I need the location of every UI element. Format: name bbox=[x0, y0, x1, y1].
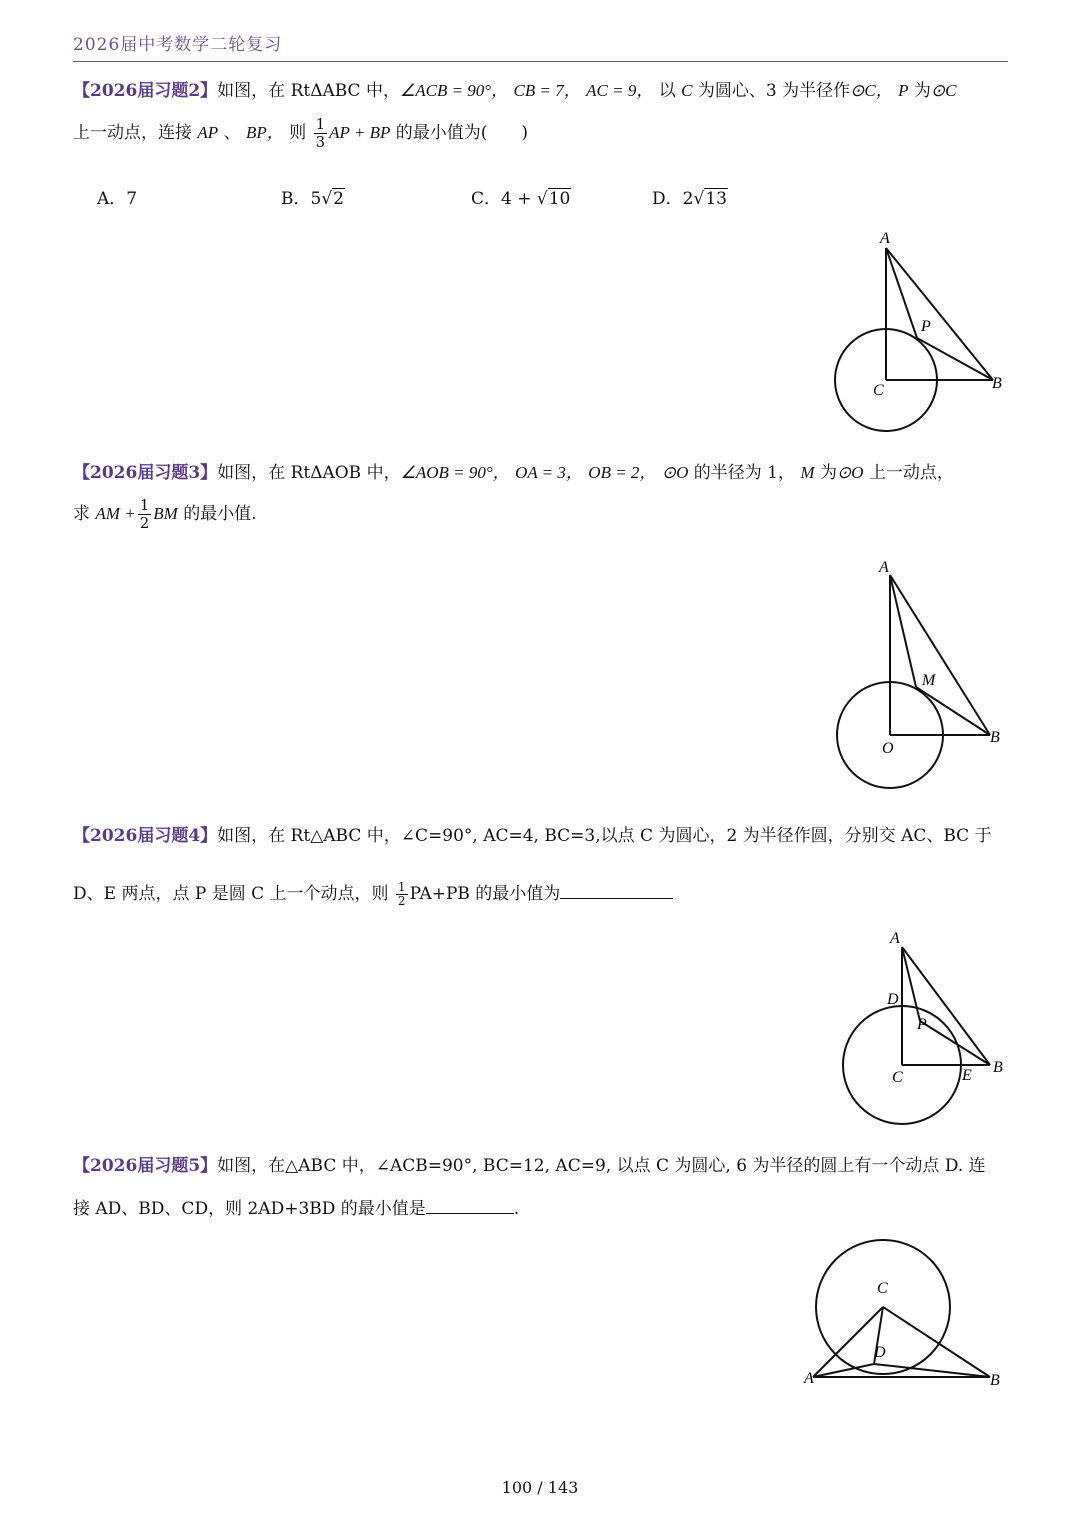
fraction-numerator: 1 bbox=[139, 496, 150, 514]
text: PA+PB 的最小值为 bbox=[409, 884, 561, 904]
condition-ac: AC = 9， bbox=[586, 81, 654, 100]
point-c: C bbox=[681, 81, 693, 100]
segment-bm-shape bbox=[916, 687, 990, 735]
problem-2-tag: 【2026届习题2】 bbox=[73, 81, 218, 101]
label-c: C bbox=[877, 1280, 888, 1297]
segment-ab-shape bbox=[886, 248, 993, 380]
fraction-denominator: 2 bbox=[139, 514, 150, 532]
problem-4-line-1 bbox=[73, 821, 1008, 846]
fraction-one-half bbox=[396, 881, 408, 908]
condition-ob: OB = 2， bbox=[588, 463, 657, 482]
fraction-numerator: 1 bbox=[397, 880, 406, 894]
text: . bbox=[513, 1199, 520, 1219]
text: D、E 两点，点 P 是圆 C 上一个动点，则 bbox=[73, 884, 389, 904]
problem-5-tag: 【2026届习题5】 bbox=[73, 1156, 218, 1176]
problem-3-tag: 【2026届习题3】 bbox=[73, 463, 218, 483]
problem-5-line-2 bbox=[73, 1194, 1008, 1219]
page-header bbox=[73, 30, 1008, 62]
fraction-numerator: 1 bbox=[315, 115, 326, 133]
text: 如图，在△ABC 中，∠ACB=90°, BC=12, AC=9, 以点 C 为圆心, 6 为半径的圆上有一个动点 D. 连 bbox=[217, 1156, 986, 1176]
condition-oa: OA = 3， bbox=[515, 463, 583, 482]
radicand: 10 bbox=[548, 189, 571, 209]
radicand: 13 bbox=[705, 189, 727, 209]
segment-am-shape bbox=[890, 575, 916, 687]
figure-problem-5 bbox=[800, 1225, 1020, 1390]
answer-blank bbox=[426, 1213, 514, 1214]
text: 上一动点， bbox=[868, 463, 954, 483]
fraction-denominator: 3 bbox=[315, 133, 326, 151]
label-d: D bbox=[887, 991, 899, 1008]
option-a: A．7 bbox=[97, 189, 138, 209]
text: 中， bbox=[365, 81, 400, 101]
figure-problem-4 bbox=[835, 925, 1035, 1130]
text: 的半径为 1， bbox=[693, 463, 796, 483]
point-p: P bbox=[898, 81, 909, 100]
fraction-denominator: 2 bbox=[397, 894, 406, 908]
prefix: 4 + bbox=[501, 189, 532, 209]
text: 求 bbox=[73, 504, 90, 524]
problem-3-line-1 bbox=[73, 458, 1008, 483]
text: 的最小值. bbox=[183, 504, 257, 524]
expression-bm: BM bbox=[153, 504, 178, 523]
segment-bp: BP， bbox=[246, 123, 284, 142]
expression-am: AM + bbox=[95, 504, 136, 523]
figure-problem-2 bbox=[820, 225, 1020, 435]
fraction-one-third bbox=[314, 116, 328, 151]
option-label: D． bbox=[652, 189, 683, 209]
problem-5-line-1 bbox=[73, 1151, 1008, 1176]
triangle-name: RtΔAOB bbox=[290, 463, 362, 483]
segment-ab-shape bbox=[902, 947, 990, 1065]
text: 如图，在 bbox=[217, 463, 286, 483]
label-a: A bbox=[890, 930, 900, 947]
circle-o: ⊙O bbox=[837, 463, 864, 482]
option-label: B． bbox=[281, 189, 311, 209]
figure-problem-3 bbox=[830, 555, 1030, 795]
text: 接 AD、BD、CD，则 2AD+3BD 的最小值是 bbox=[73, 1199, 426, 1219]
text: 如图，在 Rt△ABC 中，∠C=90°, AC=4, BC=3,以点 C 为圆心，2 为半径作圆，分别交 AC、BC 于 bbox=[217, 826, 992, 846]
coefficient: 5 bbox=[310, 189, 322, 209]
label-p: P bbox=[917, 1016, 927, 1033]
condition-angle: ∠AOB = 90°， bbox=[400, 463, 510, 482]
point-m: M bbox=[800, 463, 815, 482]
label-b: B bbox=[992, 375, 1002, 392]
label-b: B bbox=[993, 1059, 1003, 1076]
circle-c: ⊙C， bbox=[850, 81, 893, 100]
fraction-one-half bbox=[138, 497, 152, 532]
coefficient: 2 bbox=[682, 189, 694, 209]
option-c: C．4 + √10 bbox=[471, 189, 571, 209]
label-o: O bbox=[882, 740, 894, 757]
condition-cb: CB = 7， bbox=[513, 81, 581, 100]
segment-ab-shape bbox=[890, 575, 990, 735]
label-c: C bbox=[873, 382, 884, 399]
circle-c: ⊙C bbox=[930, 81, 957, 100]
text: 以 bbox=[658, 81, 676, 101]
text: 为圆心、3 为半径作 bbox=[697, 81, 851, 101]
text: 如图，在 bbox=[217, 81, 286, 101]
label-d: D bbox=[874, 1344, 886, 1361]
answer-blank bbox=[560, 898, 673, 899]
segment-ap-shape bbox=[886, 248, 917, 338]
problem-4-line-2 bbox=[73, 879, 1008, 908]
expression: AP + BP bbox=[329, 123, 391, 142]
problem-4-tag: 【2026届习题4】 bbox=[73, 826, 218, 846]
label-m: M bbox=[922, 672, 936, 689]
option-d: D．2√13 bbox=[652, 189, 727, 209]
label-b: B bbox=[990, 1372, 1000, 1389]
segment-ap: AP bbox=[197, 123, 219, 142]
segment-ac-shape bbox=[813, 1307, 883, 1377]
option-b: B．5√2 bbox=[281, 189, 344, 209]
text: 为 bbox=[913, 81, 931, 101]
text: 的最小值为( ) bbox=[395, 123, 529, 143]
text: 上一动点，连接 bbox=[73, 123, 192, 143]
option-label: C． bbox=[471, 189, 502, 209]
text: 则 bbox=[289, 123, 307, 143]
label-a: A bbox=[880, 230, 890, 247]
header-title: 2026届中考数学二轮复习 bbox=[73, 35, 283, 55]
label-a: A bbox=[804, 1370, 814, 1387]
label-p: P bbox=[921, 318, 931, 335]
text: 中， bbox=[366, 463, 401, 483]
label-b: B bbox=[990, 729, 1000, 746]
label-a: A bbox=[879, 559, 889, 576]
radicand: 2 bbox=[333, 189, 344, 209]
condition-angle: ∠ACB = 90°， bbox=[399, 81, 509, 100]
segment-pb-shape bbox=[920, 1021, 990, 1065]
text: 为 bbox=[820, 463, 837, 483]
label-c: C bbox=[892, 1069, 903, 1086]
circle-o: ⊙O bbox=[661, 463, 689, 482]
problem-3-line-2 bbox=[73, 497, 1008, 532]
segment-bp-shape bbox=[917, 338, 993, 380]
label-e: E bbox=[962, 1067, 972, 1084]
problem-2-line-1 bbox=[73, 76, 1008, 101]
text: 、 bbox=[223, 123, 241, 143]
problem-2-line-2 bbox=[73, 116, 1008, 151]
triangle-name: RtΔABC bbox=[290, 81, 361, 101]
page-number: 100 / 143 bbox=[501, 1478, 579, 1497]
